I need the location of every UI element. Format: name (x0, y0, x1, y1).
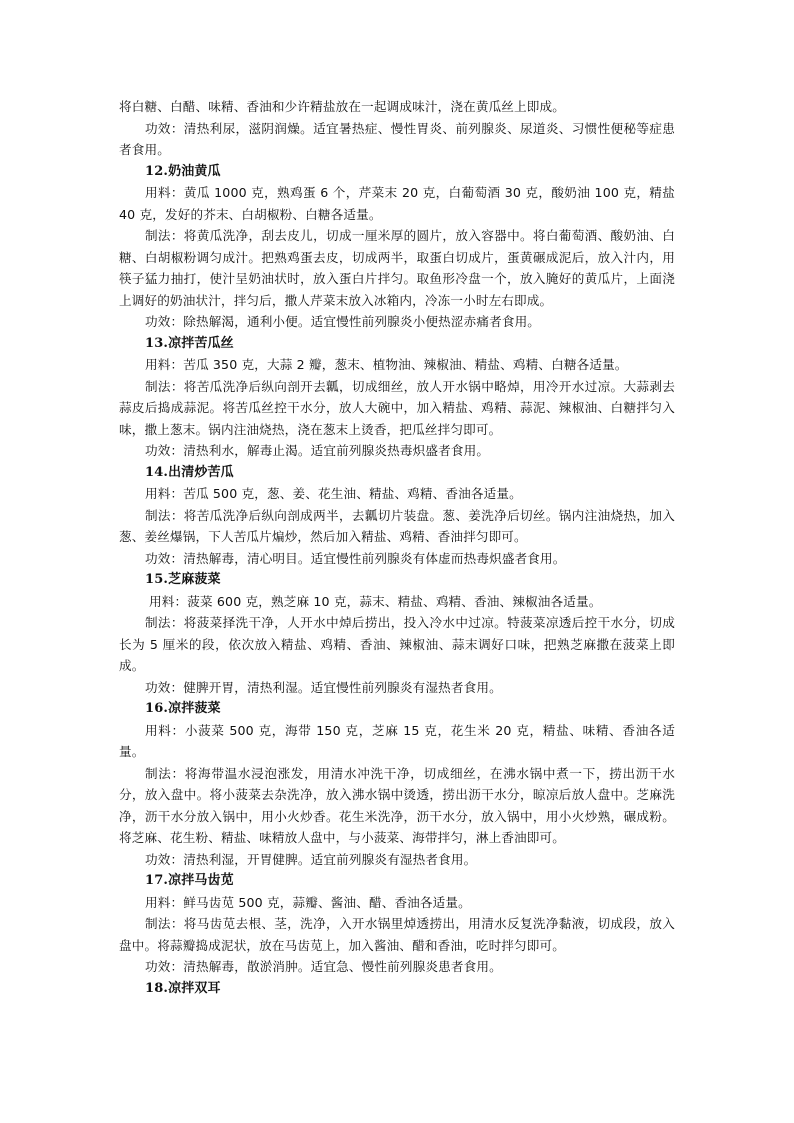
recipe-13-method: 制法：将苦瓜洗净后纵向剖开去瓤，切成细丝，放人开水锅中略焯，用冷开水过凉。大蒜剥去蒜皮后捣成蒜泥。将苦瓜丝控干水分，放人大碗中，加入精盐、鸡精、蒜泥、辣椒油、白糖拌匀入味，撒上葱末。锅内注油烧热，浇在葱末上烫香，把瓜丝拌匀即可。 (119, 378, 675, 437)
recipe-18-title: 18.凉拌双耳 (145, 980, 221, 996)
recipe-13-ingredients: 用料：苦瓜 350 克，大蒜 2 瓣，葱末、植物油、辣椒油、精盐、鸡精、白糖各适量。 (145, 357, 628, 372)
recipe-12-effect: 功效：除热解渴，通利小便。适宜慢性前列腺炎小便热涩赤痛者食用。 (145, 314, 541, 329)
recipe-17-title: 17.凉拌马齿苋 (145, 873, 234, 888)
recipe-16-title: 16.凉拌菠菜 (145, 701, 221, 716)
recipe-14-ingredients: 用料：苦瓜 500 克，葱、姜、花生油、精盐、鸡精、香油各适量。 (145, 486, 522, 501)
recipe-16-ingredients: 用料：小菠菜 500 克，海带 150 克，芝麻 15 克，花生米 20 克，精盐、味精、香油各适量。 (119, 722, 675, 759)
recipe-14-method: 制法：将苦瓜洗净后纵向剖成两半，去瓤切片装盘。葱、姜洗净后切丝。锅内注油烧热，加入葱、姜丝爆锅，下人苦瓜片煸炒，然后加入精盐、鸡精、香油拌匀即可。 (119, 507, 675, 544)
recipe-15-method: 制法：将菠菜择洗干净，人开水中焯后捞出，投入冷水中过凉。特菠菜凉透后控干水分，切成长为 5 厘米的段，依次放入精盐、鸡精、香油、辣椒油、蒜末调好口味，把熟芝麻撒在菠菜上即成。 (119, 615, 675, 673)
recipe-14-title: 14.出清炒苦瓜 (145, 464, 234, 480)
recipe-11-method-end: 将白糖、白醋、味精、香油和少许精盐放在一起调成味汁，浇在黄瓜丝上即成。 (119, 99, 566, 114)
recipe-15-title: 15.芝麻菠菜 (145, 572, 221, 587)
recipe-13-title: 13.凉拌苦瓜丝 (145, 335, 234, 351)
recipe-14-effect: 功效：清热解毒，清心明目。适宜慢性前列腺炎有体虚而热毒炽盛者食用。 (145, 550, 566, 566)
recipe-12-title: 12.奶油黄瓜 (145, 163, 221, 179)
recipe-16-method: 制法：将海带温水浸泡涨发，用清水冲洗干净，切成细丝，在沸水锅中煮一下，捞出沥干水分，放入盘中。将小菠菜去杂洗净，放入沸水锅中烫透，捞出沥干水分，晾凉后放人盘中。芝麻洗净，沥干水分放入锅中，用小火炒香。花生米洗净，沥干水分，放入锅中，用小火炒熟，碾成粉。将芝麻、花生粉、精盐、味精放人盘中，与小菠菜、海带拌匀，淋上香油即可。 (119, 765, 675, 845)
recipe-12-ingredients: 用料：黄瓜 1000 克，熟鸡蛋 6 个，芹菜末 20 克，白葡萄酒 30 克，酸奶油 100 克，精盐 40 克，发好的芥末、白胡椒粉、白糖各适量。 (119, 185, 675, 222)
recipe-11-effect: 功效：清热利尿，滋阴润燥。适宜暑热症、慢性胃炎、前列腺炎、尿道炎、习惯性便秘等症患者食用。 (119, 120, 675, 157)
recipe-17-ingredients: 用料：鲜马齿苋 500 克，蒜瓣、酱油、醋、香油各适量。 (145, 894, 471, 910)
recipe-17-method: 制法：将马齿苋去根、茎，洗净，入开水锅里焯透捞出，用清水反复洗净黏液，切成段，放入盘中。将蒜瓣捣成泥状，放在马齿苋上，加入酱油、醋和香油，吃时拌匀即可。 (119, 916, 675, 953)
recipe-15-ingredients: 用料：菠菜 600 克，熟芝麻 10 克，蒜末、精盐、鸡精、香油、辣椒油各适量。 (149, 593, 602, 609)
recipe-15-effect: 功效：健脾开胃，清热利湿。适宜慢性前列腺炎有湿热者食用。 (145, 679, 502, 695)
recipe-13-effect: 功效：清热利水，解毒止渴。适宜前列腺炎热毒炽盛者食用。 (145, 443, 490, 458)
recipe-12-method: 制法：将黄瓜洗净，刮去皮儿，切成一厘米厚的圆片，放入容器中。将白葡萄酒、酸奶油、白糖、白胡椒粉调匀成汁。把熟鸡蛋去皮，切成两半，取蛋白切成片，蛋黄碾成泥后，放入汁内，用筷子猛力抽打，使汁呈奶油状时，放入蛋白片拌匀。取鱼形冷盘一个，放入腌好的黄瓜片，上面浇上调好的奶油状汁，拌匀后，撒人芹菜末放入冰箱内，冷冻一小时左右即成。 (119, 228, 675, 308)
recipe-17-effect: 功效：清热解毒，散淤消肿。适宜急、慢性前列腺炎患者食用。 (145, 959, 502, 974)
recipe-16-effect: 功效：清热利湿，开胃健脾。适宜前列腺炎有湿热者食用。 (145, 851, 477, 867)
document-body (119, 96, 675, 999)
